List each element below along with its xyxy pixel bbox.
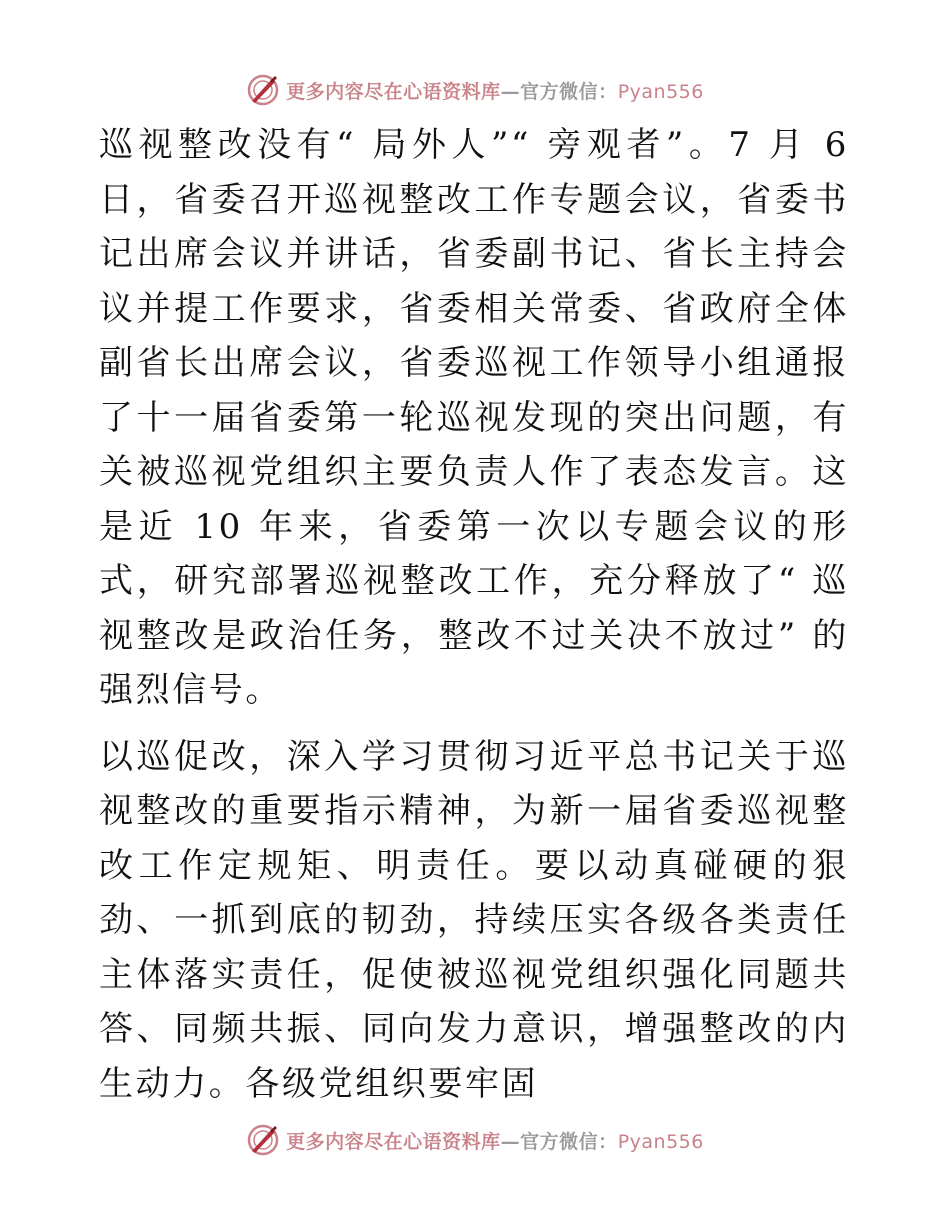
- document-body: [99, 118, 849, 1111]
- paragraph-2: 以巡促改，深入学习贯彻习近平总书记关于巡视整改的重要指示精神，为新一届省委巡视整改工作定规矩、明责任。要以动真碰硬的狠劲、一抓到底的韧劲，持续压实各级各类责任主体落实责任，促使被巡视党组织强化同题共答、同频共振、同向发力意识，增强整改的内生动力。各级党组织要牢固: [99, 736, 849, 1104]
- paragraph-1: 巡视整改没有“ 局外人”“ 旁观者”。7 月 6 日，省委召开巡视整改工作专题会议，省委书记出席会议并讲话，省委副书记、省长主持会议并提工作要求，省委相关常委、省政府全体副省长出席会议，省委巡视工作领导小组通报了十一届省委第一轮巡视发现的突出问题，有关被巡视党组织主要负责人作了表态发言。这是近 10 年来，省委第一次以专题会议的形式，研究部署巡视整改工作，充分释放了“ 巡视整改是政治任务，整改不过关决不放过” 的强烈信号。: [99, 125, 849, 710]
- watermark-text: 更多内容尽在心语资料库—官方微信：Pyan556: [286, 80, 704, 103]
- watermark-text: 更多内容尽在心语资料库—官方微信：Pyan556: [286, 1130, 704, 1153]
- quill-seal-icon: [246, 1123, 280, 1157]
- header-watermark: [0, 73, 950, 107]
- footer-watermark: [0, 1123, 950, 1157]
- quill-seal-icon: [246, 73, 280, 107]
